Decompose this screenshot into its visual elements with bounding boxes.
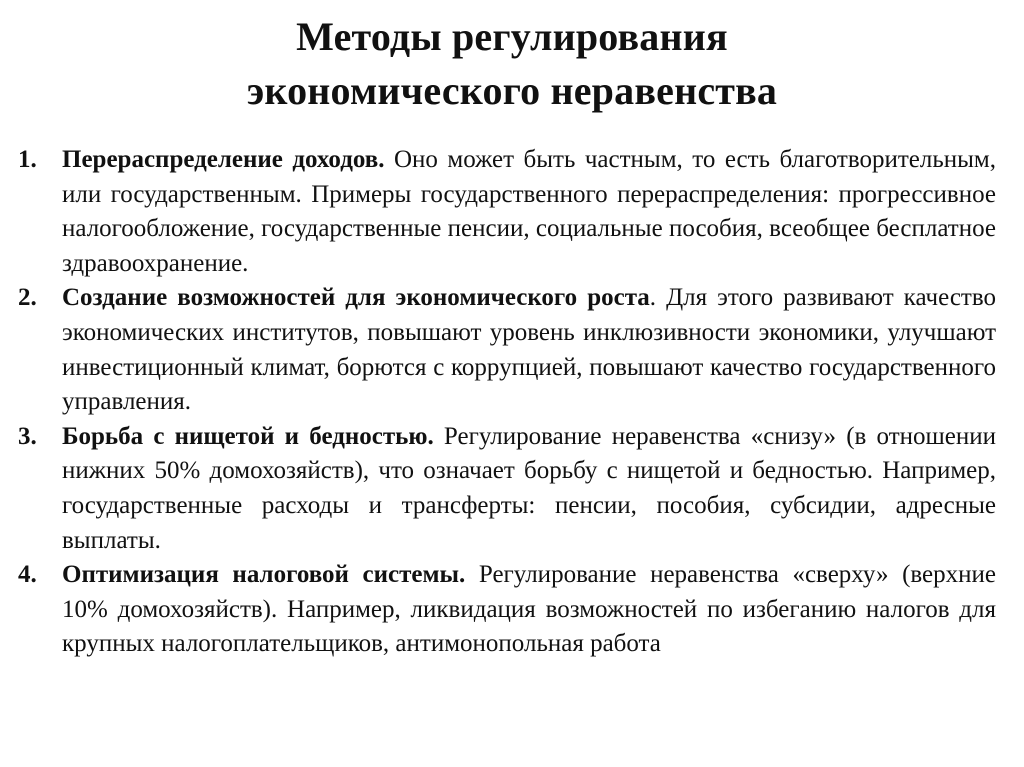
- list-item-number: 3.: [18, 422, 37, 450]
- list-item: [18, 558, 996, 662]
- list-item-text: . Для этого развивают качество экономических институтов, повышают уровень инклюзивности экономики, улучшают инвестиционный климат, борются с коррупцией, повышают качество государственного управления.: [62, 284, 996, 416]
- list-item: [18, 420, 996, 558]
- list-item-lead: Создание возможностей для экономического роста: [62, 284, 650, 312]
- list-item: [18, 143, 996, 281]
- list-item-text: Оно может быть частным, то есть благотворительным, или государственным. Примеры государственного перераспределения: прогрессивное налогообложение, государственные пенсии, социальные пособия, всеобщее бесплатное здравоохранение.: [62, 146, 997, 277]
- slide-title: [0, 10, 1024, 118]
- list-item-number: 2.: [18, 284, 37, 312]
- list-item-lead: Перераспределение доходов.: [62, 146, 385, 173]
- list-item-text: Регулирование неравенства «снизу» (в отношении нижних 50% домохозяйств), что означает борьбу с нищетой и бедностью. Например, государственные расходы и трансферты: пенсии, пособия, субсидии, адресные выплаты.: [62, 422, 996, 554]
- slide-title-line-1: Методы регулирования: [296, 14, 728, 59]
- list-item: [18, 281, 996, 419]
- list-item-number: 4.: [18, 561, 37, 589]
- list-item-lead: Оптимизация налоговой системы.: [62, 561, 466, 589]
- methods-list: [18, 143, 996, 662]
- list-item-lead: Борьба с нищетой и бедностью.: [62, 422, 434, 450]
- slide-title-line-2: экономического неравенства: [246, 68, 778, 113]
- list-item-text: Регулирование неравенства «сверху» (верхние 10% домохозяйств). Например, ликвидация возможностей по избеганию налогов для крупных налогоплательщиков, антимонопольная работа: [62, 561, 996, 658]
- list-item-number: 1.: [18, 146, 37, 173]
